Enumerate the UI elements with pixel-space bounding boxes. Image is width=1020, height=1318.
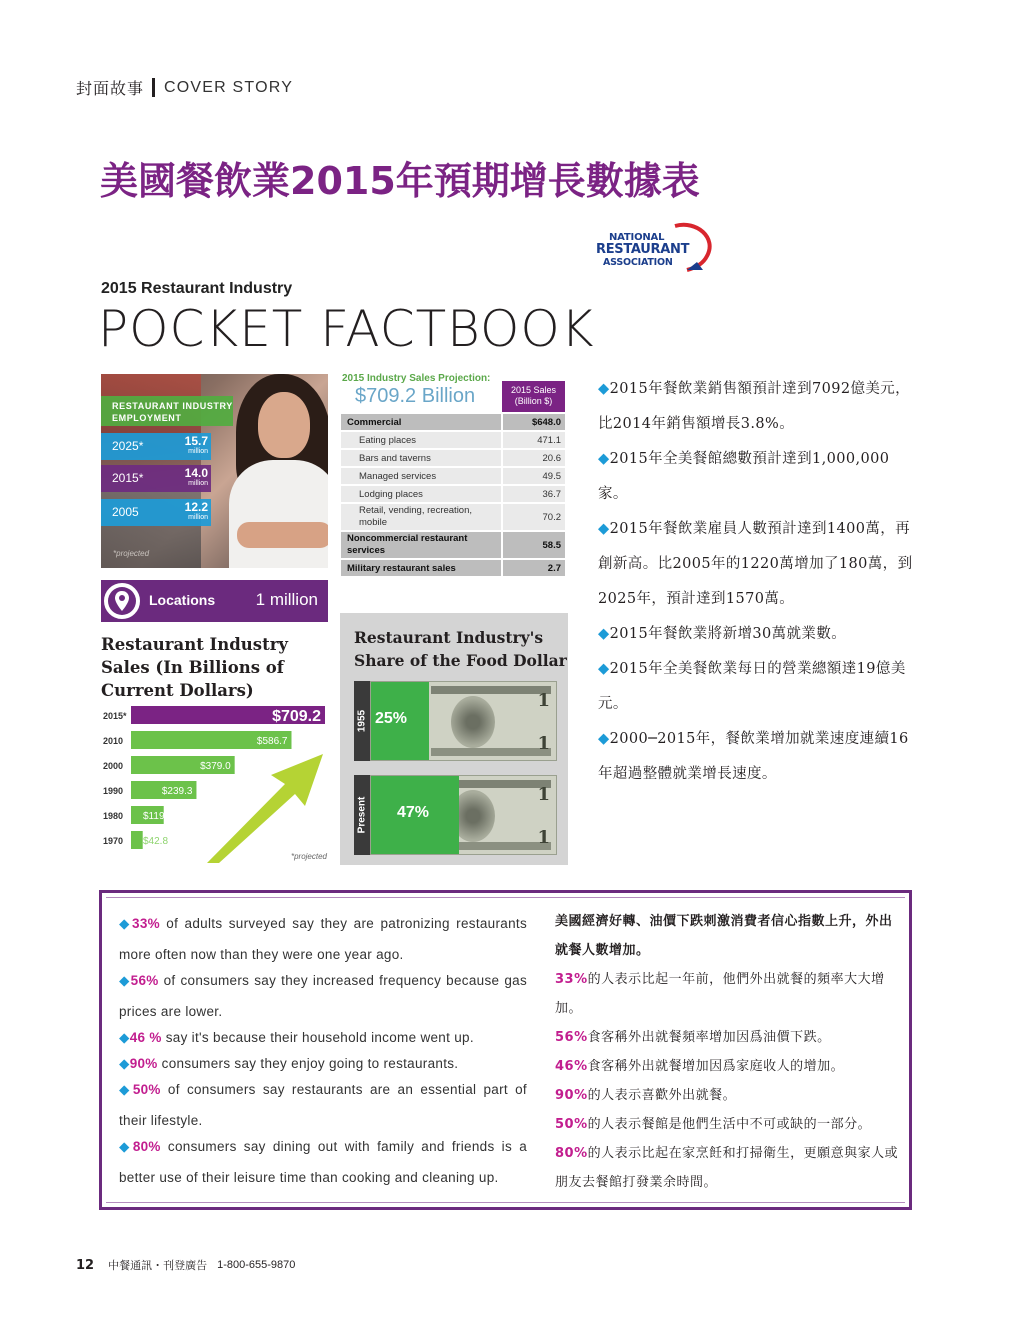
en-stats-list	[119, 908, 527, 1188]
diamond-bullet-icon: ◆	[598, 626, 610, 642]
zh-stat-text: 食客稱外出就餐增加因爲家庭收人的增加。	[587, 1059, 845, 1074]
projection-row-label: Commercial	[341, 414, 501, 430]
projection-row-value: 20.6	[501, 450, 565, 466]
sales-bar-value: $239.3	[161, 786, 193, 797]
en-stat-item	[119, 1074, 527, 1136]
zh-bullet-list	[598, 372, 916, 792]
projection-row	[341, 532, 565, 560]
en-stat-pct: 56%	[130, 973, 159, 988]
diamond-bullet-icon: ◆	[119, 1082, 133, 1097]
zh-stat-item	[555, 1139, 905, 1197]
locations-label: Locations	[149, 592, 216, 608]
employment-row	[101, 499, 211, 526]
employment-value: 15.7	[184, 434, 208, 448]
projection-row	[341, 414, 565, 432]
zh-stats-list	[555, 907, 905, 1197]
header-divider	[152, 78, 155, 97]
food-dollar-year: 1955	[354, 681, 370, 761]
en-stat-item	[119, 1131, 527, 1193]
projection-value: $709.2 Billion	[355, 385, 476, 407]
zh-stat-pct: 46%	[555, 1059, 588, 1074]
badge-line2: (Billion $)	[514, 396, 553, 406]
sales-bar-category: 2010	[103, 736, 124, 746]
employment-value: 12.2	[184, 500, 208, 514]
section-header	[76, 76, 293, 99]
employment-unit: million	[188, 480, 208, 487]
zh-bullet-item: ◆2015年全美餐館總數預計達到1,000,000家。	[598, 451, 890, 502]
diamond-bullet-icon: ◆	[598, 381, 610, 397]
en-stat-text: say it's because their household income went up.	[161, 1030, 474, 1045]
employment-row	[101, 465, 211, 492]
sales-bar-category: 2015*	[103, 711, 127, 721]
projection-row-value: 70.2	[501, 504, 565, 530]
projection-row-value: $648.0	[501, 414, 565, 430]
projection-row-label: Military restaurant sales	[341, 560, 501, 576]
en-stat-pct: 46 %	[129, 1030, 162, 1045]
zh-bullet-item: ◆2000─2015年，餐飲業增加就業速度連續16年超過整體就業增長速度。	[598, 731, 909, 782]
diamond-bullet-icon: ◆	[119, 1139, 133, 1154]
projection-row-value: 2.7	[501, 560, 565, 576]
en-stat-text: of consumers say they increased frequency because gas prices are lower.	[119, 973, 527, 1019]
food-dollar-title-line1: Restaurant Industry's	[354, 628, 544, 647]
food-dollar-title-line2: Share of the Food Dollar	[354, 651, 567, 670]
sales-bar-category: 1980	[103, 811, 124, 821]
projection-table	[341, 414, 565, 578]
projection-row-value: 471.1	[501, 432, 565, 448]
locations-value: 1 million	[255, 590, 318, 609]
employment-unit: million	[188, 514, 208, 521]
footer-phone: 1-800-655-9870	[217, 1259, 296, 1271]
food-dollar-title	[354, 626, 567, 672]
projection-row	[341, 432, 565, 450]
projection-row-value: 49.5	[501, 468, 565, 484]
sales-bar-value: $379.0	[200, 761, 231, 772]
zh-stat-item	[555, 965, 905, 1023]
en-stat-pct: 33%	[132, 916, 160, 931]
sales-bar-value: $42.8	[143, 836, 169, 847]
nra-logo	[592, 220, 722, 272]
projection-row	[341, 468, 565, 486]
food-dollar-pct: 25%	[375, 710, 408, 727]
dollar-bill-image: 1 1 47%	[370, 775, 557, 855]
employment-row	[101, 433, 211, 460]
employment-unit: million	[188, 448, 208, 455]
projection-row	[341, 486, 565, 504]
en-stat-item	[119, 965, 527, 1027]
projection-row-value: 36.7	[501, 486, 565, 502]
section-label-zh: 封面故事	[76, 79, 145, 98]
projection-row-label: Retail, vending, recreation, mobile	[341, 504, 501, 530]
zh-bullet-item: ◆2015年餐飲業雇員人數預計達到1400萬，再創新高。比2005年的1220萬增加了180萬，到2025年，預計達到1570萬。	[598, 521, 913, 607]
diamond-bullet-icon: ◆	[119, 1056, 130, 1071]
factbook-subtitle: 2015 Restaurant Industry	[101, 280, 293, 297]
en-stat-pct: 50%	[132, 1082, 161, 1097]
zh-stat-pct: 50%	[555, 1117, 588, 1132]
projection-row	[341, 450, 565, 468]
projection-row-label: Lodging places	[341, 486, 501, 502]
sales-bar-category: 1990	[103, 786, 124, 796]
zh-bullet-item: ◆2015年全美餐飲業每日的營業總額達19億美元。	[598, 661, 906, 712]
zh-stat-item	[555, 1081, 905, 1110]
food-dollar-year: Present	[354, 775, 370, 855]
zh-stat-text: 食客稱外出就餐頻率增加因爲油價下跌。	[587, 1030, 831, 1045]
en-stat-pct: 90%	[129, 1056, 158, 1071]
zh-stat-pct: 90%	[555, 1088, 588, 1103]
page-number: 12	[76, 1257, 95, 1273]
sales-bar-value: $119.6	[143, 811, 173, 822]
footer-text: 中餐通訊・刊登廣告	[108, 1259, 208, 1272]
projection-badge	[502, 381, 565, 412]
locations-banner	[101, 580, 328, 622]
projection-row	[341, 560, 565, 578]
sales-bar-chart	[101, 700, 331, 865]
projection-heading: 2015 Industry Sales Projection:	[342, 373, 491, 384]
en-stat-text: consumers say dining out with family and friends is a better use of their leisure time than cooking and cleaning up.	[119, 1139, 527, 1185]
projection-row	[341, 504, 565, 532]
logo-line3: ASSOCIATION	[603, 257, 673, 268]
zh-bullet-item: ◆2015年餐飲業將新增30萬就業數。	[598, 626, 847, 642]
projection-row-label: Managed services	[341, 468, 501, 484]
zh-stat-text: 的人表示比起一年前，他們外出就餐的頻率大大增加。	[555, 972, 885, 1016]
employment-heading: RESTAURANT INDUSTRY EMPLOYMENT	[101, 396, 233, 426]
zh-stat-pct: 56%	[555, 1030, 588, 1045]
projection-row-label: Bars and taverns	[341, 450, 501, 466]
logo-line2: RESTAURANT	[596, 242, 690, 257]
sales-bar-value: $709.2	[272, 708, 321, 725]
en-stat-item	[119, 908, 527, 970]
en-stat-text: of adults surveyed say they are patronizing restaurants more often now than they were one year ago.	[119, 916, 527, 962]
employment-year: 2005	[112, 505, 139, 519]
sales-bar	[131, 831, 143, 849]
employment-year: 2015*	[112, 471, 144, 485]
en-stat-text: of consumers say restaurants are an essential part of their lifestyle.	[119, 1082, 527, 1128]
zh-stat-item	[555, 1110, 905, 1139]
projection-row-label: Eating places	[341, 432, 501, 448]
dollar-bill-image: 1 1 25%	[370, 681, 557, 761]
diamond-bullet-icon: ◆	[598, 661, 610, 677]
logo-line1: NATIONAL	[609, 232, 665, 243]
sales-bar-value: $586.7	[256, 736, 288, 747]
diamond-bullet-icon: ◆	[598, 731, 610, 747]
sales-chart-title: Restaurant Industry Sales (In Billions of Current Dollars)	[101, 635, 288, 700]
projected-note: *projected	[113, 549, 150, 558]
diamond-bullet-icon: ◆	[598, 451, 610, 467]
zh-stat-item	[555, 1052, 905, 1081]
location-pin-icon	[101, 580, 143, 622]
projection-row-label: Noncommercial restaurant services	[341, 532, 501, 558]
zh-stats-lead: 美國經濟好轉、油價下跌刺激消費者信心指數上升，外出就餐人數增加。	[555, 914, 893, 958]
diamond-bullet-icon: ◆	[119, 973, 131, 988]
page-title: 美國餐飲業2015年預期增長數據表	[100, 159, 700, 203]
employment-year: 2025*	[112, 439, 144, 453]
zh-stat-text: 的人表示比起在家烹飪和打掃衛生，更願意與家人或朋友去餐館打發業余時間。	[555, 1146, 899, 1190]
food-dollar-pct: 47%	[397, 804, 430, 821]
badge-line1: 2015 Sales	[510, 385, 557, 395]
diamond-bullet-icon: ◆	[119, 916, 133, 931]
zh-bullet-item: ◆2015年餐飲業銷售額預計達到7092億美元，比2014年銷售額增長3.8%。	[598, 381, 911, 432]
factbook-title: POCKET FACTBOOK	[98, 300, 595, 358]
sales-bar-category: 1970	[103, 836, 124, 846]
zh-stat-pct: 33%	[555, 972, 588, 987]
zh-stat-text: 的人表示餐館是他們生活中不可或缺的一部分。	[587, 1117, 872, 1132]
zh-stat-pct: 80%	[555, 1146, 588, 1161]
projection-row-value: 58.5	[501, 532, 565, 558]
zh-stat-item	[555, 1023, 905, 1052]
sales-chart-note: *projected	[290, 852, 327, 861]
en-stat-pct: 80%	[132, 1139, 161, 1154]
page-footer	[76, 1257, 295, 1273]
diamond-bullet-icon: ◆	[598, 521, 610, 537]
diamond-bullet-icon: ◆	[119, 1030, 130, 1045]
en-stat-text: consumers say they enjoy going to restaurants.	[157, 1056, 459, 1071]
employment-value: 14.0	[184, 466, 208, 480]
zh-stat-text: 的人表示喜歡外出就餐。	[587, 1088, 737, 1103]
food-dollar-panel	[340, 613, 568, 865]
section-label-en: COVER STORY	[164, 78, 294, 96]
sales-bar-category: 2000	[103, 761, 124, 771]
